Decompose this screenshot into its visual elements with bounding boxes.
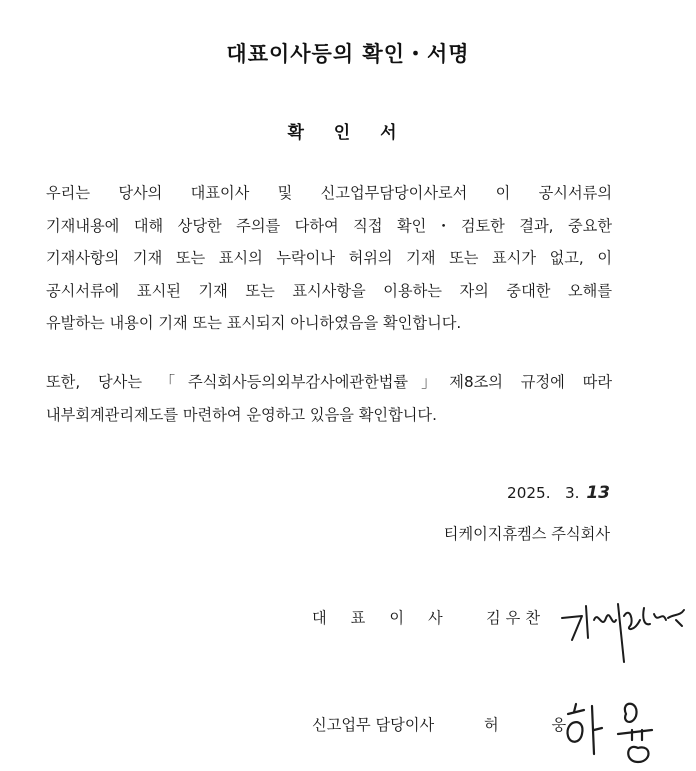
paragraph-line: 내부회계관리제도를 마련하여 운영하고 있음을 확인합니다. xyxy=(46,405,437,424)
paragraph-line: 기재내용에 대해 상당한 주의를 다하여 직접 확인・검토한 결과, 중요한 xyxy=(46,216,612,235)
representative-name: 김우찬 xyxy=(486,609,546,627)
confirmation-paragraph xyxy=(46,177,612,340)
company-name: 티케이지휴켐스 주식회사 xyxy=(443,525,610,543)
reporting-officer-title: 신고업무 담당이사 xyxy=(312,716,435,734)
document-title: 대표이사등의 확인・서명 xyxy=(226,42,470,66)
date-handwritten-day: 13 xyxy=(586,483,610,503)
reporting-officer-name: 허 웅 xyxy=(484,716,591,734)
paragraph-line: 기재사항의 기재 또는 표시의 누락이나 허위의 기재 또는 표시가 없고, 이 xyxy=(46,249,612,268)
paragraph-line: 또한, 당사는 「주식회사등의외부감사에관한법률」제8조의 규정에 따라 xyxy=(46,373,612,391)
paragraph-line: 우리는 당사의 대표이사 및 신고업무담당이사로서 이 공시서류의 xyxy=(46,184,612,202)
document-subtitle: 확 인 서 xyxy=(287,123,409,143)
internal-control-paragraph xyxy=(46,366,612,431)
signing-date xyxy=(507,483,610,503)
paragraph-line: 공시서류에 표시된 기재 또는 표시사항을 이용하는 자의 중대한 오해를 xyxy=(46,281,612,300)
date-printed: 2025. 3. xyxy=(507,484,580,502)
representative-title: 대표이사 xyxy=(312,609,467,627)
reporting-officer-signature xyxy=(562,696,672,766)
representative-signature xyxy=(558,596,688,666)
paragraph-line: 유발하는 내용이 기재 또는 표시되지 아니하였음을 확인합니다. xyxy=(46,314,462,333)
